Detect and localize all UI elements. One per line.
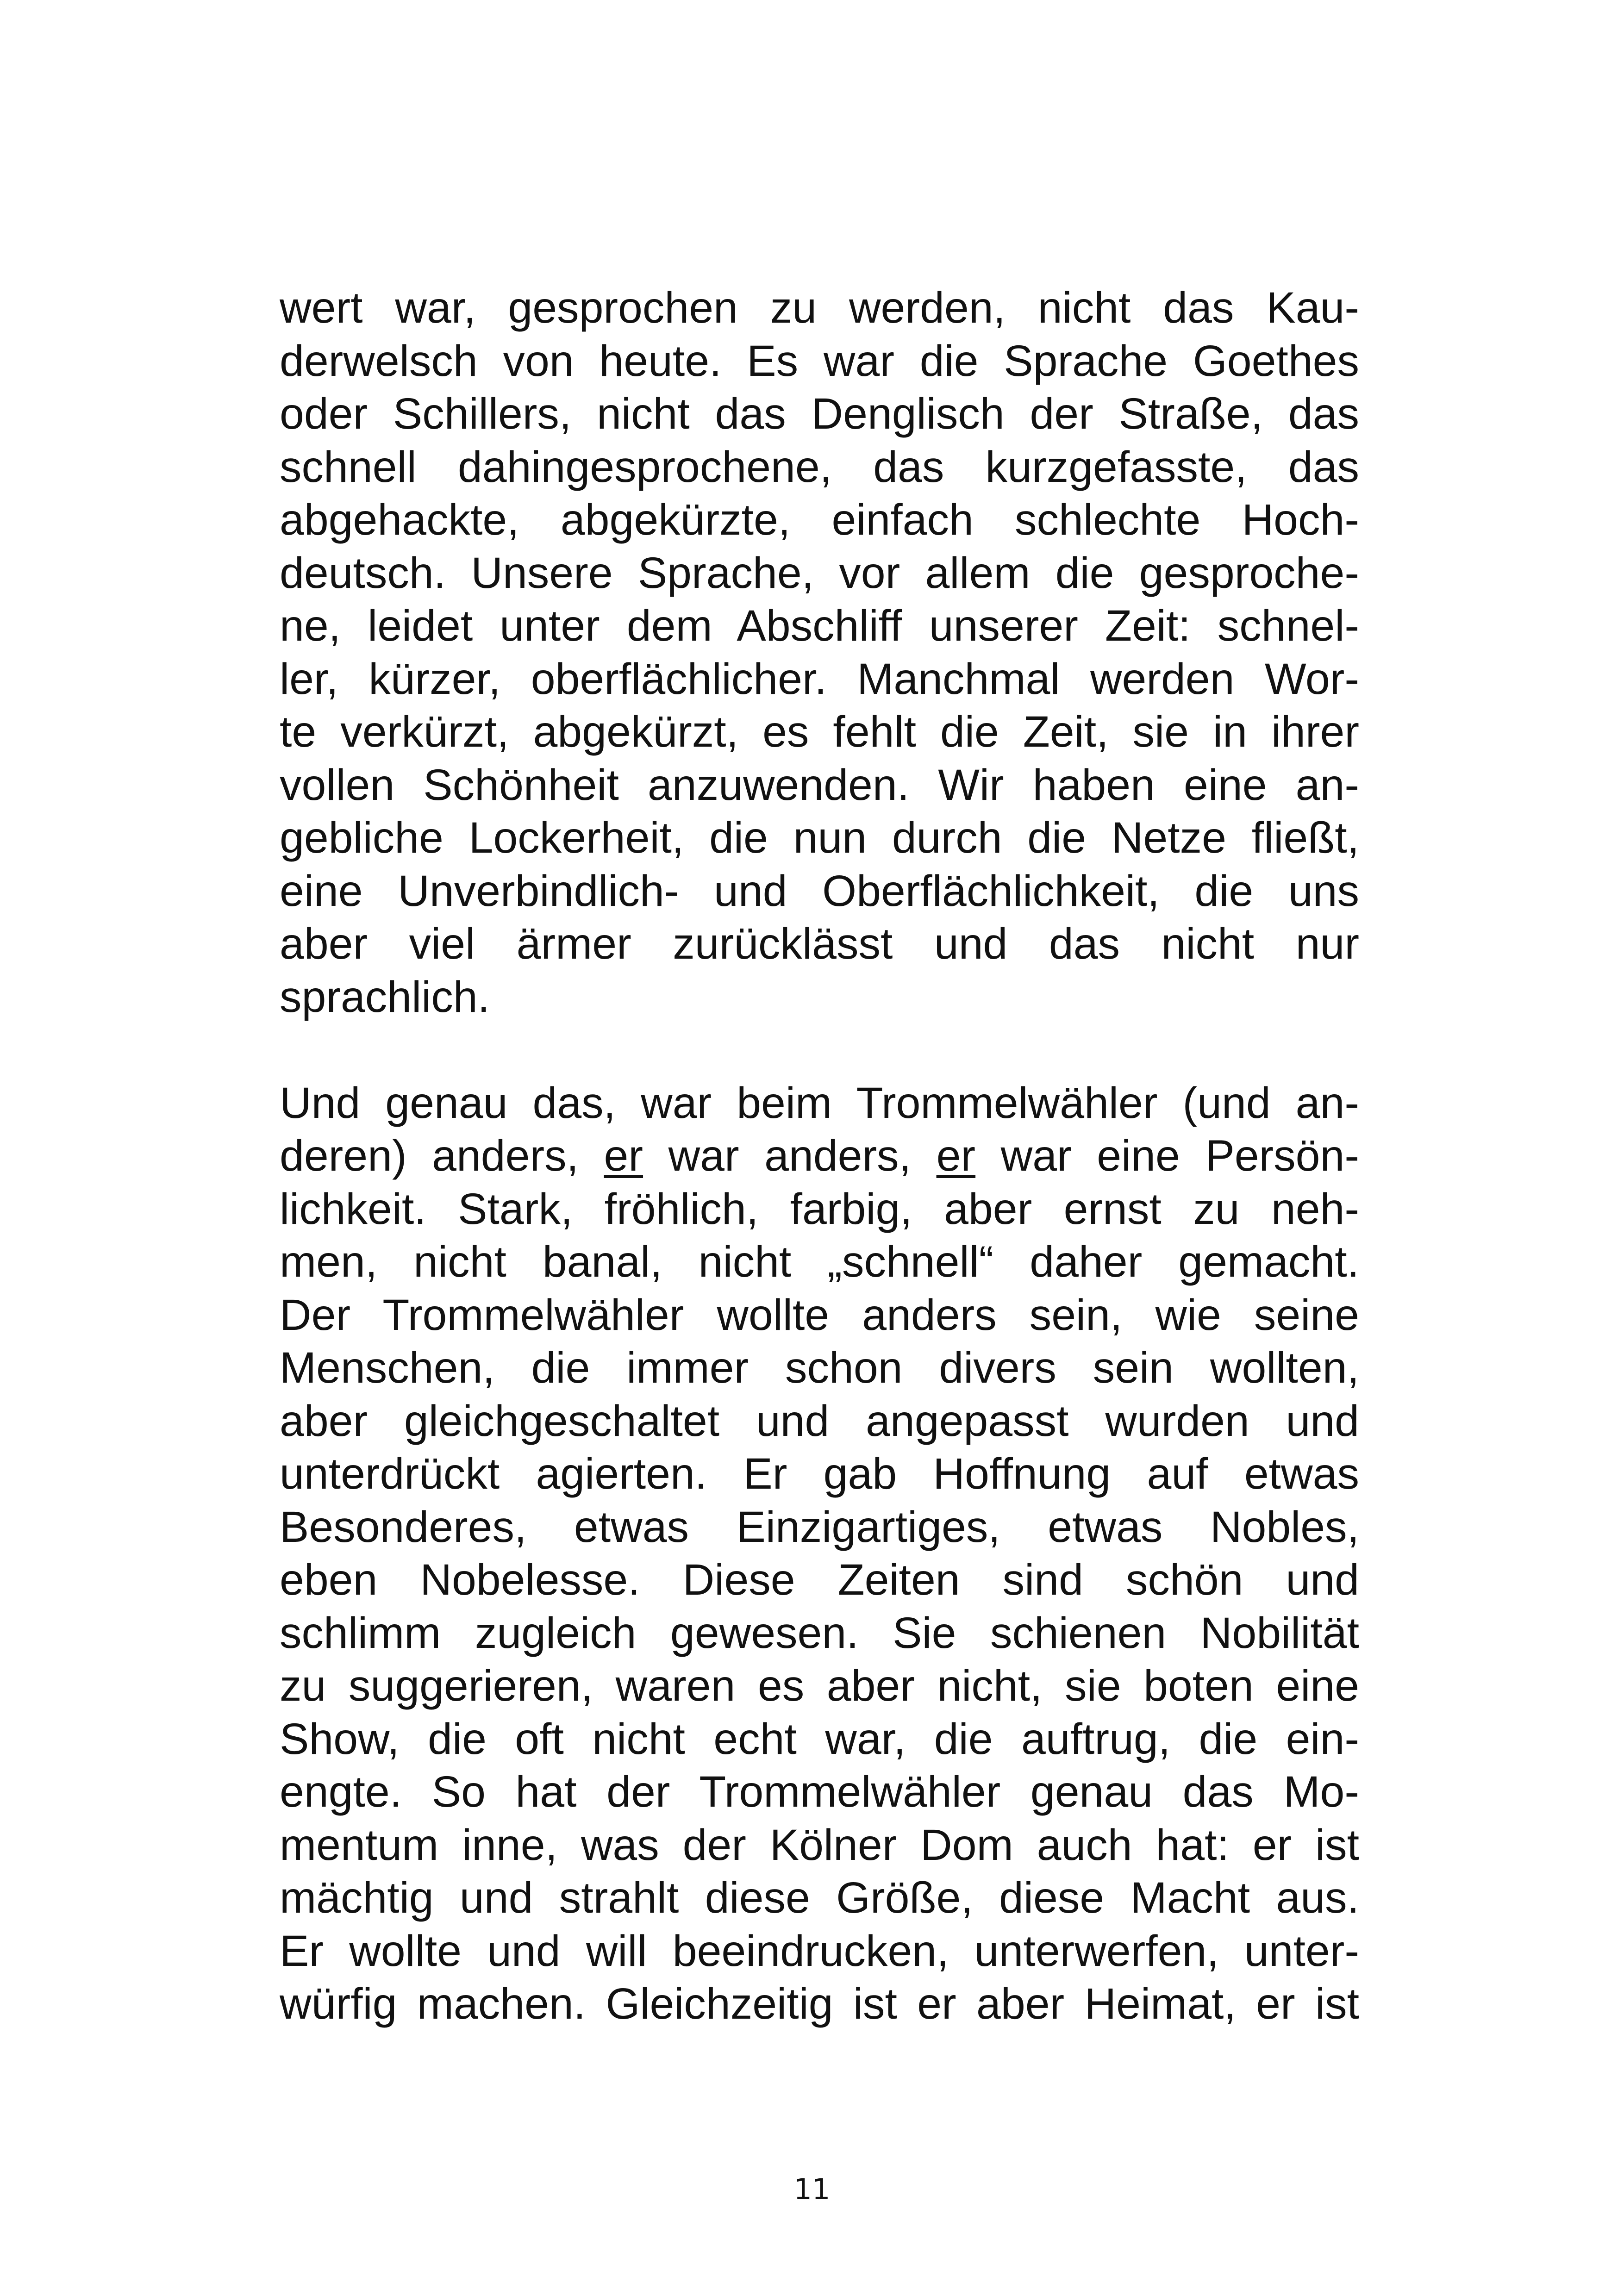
text-line: ler, kürzer, oberflächlicher. Manchmal werden Wor- xyxy=(280,654,1359,704)
text-fragment: war eine Persön- xyxy=(975,1131,1359,1180)
text-line: Show, die oft nicht echt war, die auftrug, die ein- xyxy=(280,1714,1359,1764)
text-line: Er wollte und will beeindrucken, unterwerfen, unter- xyxy=(280,1926,1359,1976)
underlined-word: er xyxy=(604,1131,643,1180)
text-line: schnell dahingesprochene, das kurzgefasste, das xyxy=(280,442,1359,492)
text-line: te verkürzt, abgekürzt, es fehlt die Zeit, sie in ihrer xyxy=(280,707,1359,756)
text-line: wert war, gesprochen zu werden, nicht das Kau- xyxy=(280,283,1359,332)
text-line: oder Schillers, nicht das Denglisch der Straße, das xyxy=(280,389,1359,438)
text-line: men, nicht banal, nicht „schnell“ daher gemacht. xyxy=(280,1237,1359,1286)
page-number: 11 xyxy=(793,2172,831,2206)
text-line: aber gleichgeschaltet und angepasst wurden und xyxy=(280,1396,1359,1446)
text-line: abgehackte, abgekürzte, einfach schlechte Hoch- xyxy=(280,495,1359,544)
text-line: sprachlich. xyxy=(280,972,490,1022)
text-line: Und genau das, war beim Trommelwähler (und an- xyxy=(280,1078,1359,1128)
text-line: Der Trommelwähler wollte anders sein, wie seine xyxy=(280,1290,1359,1340)
text-line: lichkeit. Stark, fröhlich, farbig, aber ernst zu neh- xyxy=(280,1184,1359,1234)
text-fragment: war anders, xyxy=(643,1131,937,1180)
paragraph-2 xyxy=(280,1077,1359,2031)
text-line-with-emphasis xyxy=(280,1129,1359,1183)
paragraph-spacer xyxy=(280,1023,1359,1077)
text-line: schlimm zugleich gewesen. Sie schienen Nobilität xyxy=(280,1608,1359,1658)
text-line: mentum inne, was der Kölner Dom auch hat: er ist xyxy=(280,1820,1359,1870)
text-fragment: deren) anders, xyxy=(280,1131,604,1180)
body-text xyxy=(280,281,1359,2031)
text-line: derwelsch von heute. Es war die Sprache Goethes xyxy=(280,336,1359,386)
text-line: unterdrückt agierten. Er gab Hoffnung auf etwas xyxy=(280,1449,1359,1498)
text-line: mächtig und strahlt diese Größe, diese Macht aus. xyxy=(280,1873,1359,1922)
text-line: Besonderes, etwas Einzigartiges, etwas Nobles, xyxy=(280,1502,1359,1552)
text-line: aber viel ärmer zurücklässt und das nicht nur xyxy=(280,919,1359,968)
text-line: Menschen, die immer schon divers sein wollten, xyxy=(280,1343,1359,1392)
text-line: würfig machen. Gleichzeitig ist er aber Heimat, er ist xyxy=(280,1979,1359,2028)
underlined-word: er xyxy=(936,1131,976,1180)
text-line: deutsch. Unsere Sprache, vor allem die gesproche- xyxy=(280,548,1359,598)
paragraph-1 xyxy=(280,281,1359,1023)
text-line: vollen Schönheit anzuwenden. Wir haben eine an- xyxy=(280,760,1359,810)
text-line: eben Nobelesse. Diese Zeiten sind schön und xyxy=(280,1555,1359,1604)
text-line: gebliche Lockerheit, die nun durch die Netze fließt, xyxy=(280,813,1359,862)
text-line: eine Unverbindlich- und Oberflächlichkeit, die uns xyxy=(280,866,1359,916)
text-line: zu suggerieren, waren es aber nicht, sie boten eine xyxy=(280,1661,1359,1710)
text-line: engte. So hat der Trommelwähler genau das Mo- xyxy=(280,1767,1359,1816)
text-line: ne, leidet unter dem Abschliff unserer Zeit: schnel- xyxy=(280,601,1359,650)
